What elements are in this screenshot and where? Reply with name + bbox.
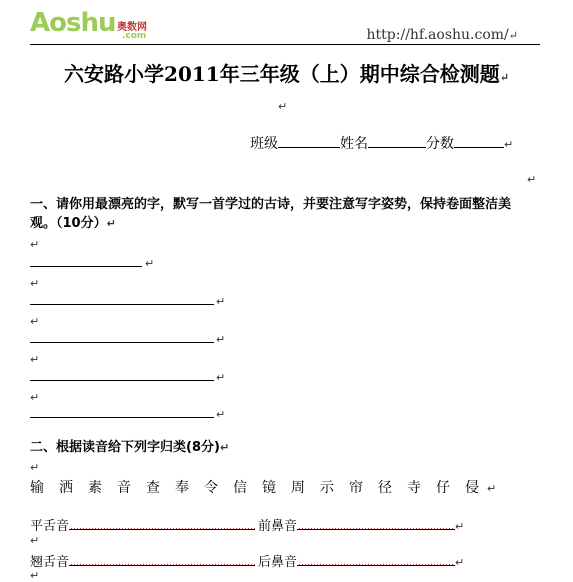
para-mark: ↵ xyxy=(504,138,514,151)
logo-com: .com xyxy=(122,31,147,41)
char-item: 示 xyxy=(320,480,334,496)
para-mark: ↵ xyxy=(455,520,465,533)
answer-blank-qiaoshe[interactable] xyxy=(69,553,255,566)
class-label: 班级 xyxy=(250,136,278,152)
char-item: 洒 xyxy=(59,480,73,496)
para-mark: ↵ xyxy=(30,569,40,582)
para-mark: ↵ xyxy=(216,295,226,308)
char-item: 查 xyxy=(146,480,160,496)
char-item: 径 xyxy=(378,480,392,496)
score-blank[interactable] xyxy=(454,135,504,148)
para-mark: ↵ xyxy=(145,257,155,270)
aoshu-logo xyxy=(30,8,150,44)
logo-cn: 奥数网 xyxy=(117,22,147,33)
section2-heading-text: 二、根据读音给下列字归类(8分) xyxy=(30,440,220,455)
para-mark: ↵ xyxy=(219,441,230,454)
char-item: 输 xyxy=(30,480,44,496)
name-label: 姓名 xyxy=(340,136,368,152)
poem-line-4[interactable] xyxy=(30,417,214,418)
section1-heading-text: 一、请你用最漂亮的字，默写一首学过的古诗，并要注意写字姿势，保持卷面整洁美观。（10分） xyxy=(30,197,512,231)
class-blank[interactable] xyxy=(278,135,340,148)
category-label: 翘舌音 xyxy=(30,555,70,570)
header-url[interactable] xyxy=(367,27,518,43)
para-mark: ↵ xyxy=(30,277,40,290)
header-rule xyxy=(30,44,540,45)
para-mark: ↵ xyxy=(508,29,518,42)
category-label: 前鼻音 xyxy=(258,519,298,534)
page-title xyxy=(0,58,573,87)
char-item: 周 xyxy=(291,480,305,496)
char-item: 奉 xyxy=(175,480,189,496)
char-item: 侵 xyxy=(465,480,479,496)
score-label: 分数 xyxy=(426,136,454,152)
answer-row-1 xyxy=(30,515,255,534)
poem-line-2[interactable] xyxy=(30,342,214,343)
para-mark: ↵ xyxy=(487,482,497,495)
para-mark: ↵ xyxy=(278,100,288,113)
answer-blank-qianbi[interactable] xyxy=(297,517,455,530)
name-blank[interactable] xyxy=(368,135,426,148)
char-item: 信 xyxy=(233,480,247,496)
para-mark: ↵ xyxy=(30,353,40,366)
section1-heading xyxy=(30,195,530,233)
para-mark: ↵ xyxy=(106,217,116,230)
char-item: 音 xyxy=(117,480,131,496)
answer-blank-pingshe[interactable] xyxy=(69,517,255,530)
para-mark: ↵ xyxy=(30,315,40,328)
char-item: 令 xyxy=(204,480,218,496)
char-item: 仔 xyxy=(436,480,450,496)
category-label: 平舌音 xyxy=(30,519,70,534)
char-item: 寺 xyxy=(407,480,421,496)
para-mark: ↵ xyxy=(30,534,40,547)
para-mark: ↵ xyxy=(499,71,509,84)
para-mark: ↵ xyxy=(216,408,226,421)
answer-blank-houbi[interactable] xyxy=(297,553,455,566)
logo-text: Aoshu xyxy=(30,8,116,38)
character-list xyxy=(30,477,516,497)
char-item: 素 xyxy=(88,480,102,496)
section2-heading xyxy=(30,438,229,457)
para-mark: ↵ xyxy=(455,556,465,569)
para-mark: ↵ xyxy=(216,371,226,384)
poem-line-1[interactable] xyxy=(30,304,214,305)
header-url-text[interactable]: http://hf.aoshu.com/ xyxy=(366,27,509,43)
para-mark: ↵ xyxy=(30,238,40,251)
poem-title-line[interactable] xyxy=(30,266,142,267)
char-item: 帘 xyxy=(349,480,363,496)
category-label: 后鼻音 xyxy=(258,555,298,570)
para-mark: ↵ xyxy=(527,173,537,186)
char-item: 镜 xyxy=(262,480,276,496)
para-mark: ↵ xyxy=(216,333,226,346)
answer-row-2b xyxy=(258,551,464,570)
title-text: 六安路小学2011年三年级（上）期中综合检测题 xyxy=(64,62,500,86)
student-info-line xyxy=(250,133,513,153)
answer-row-2 xyxy=(30,551,255,570)
answer-row-1b xyxy=(258,515,464,534)
para-mark: ↵ xyxy=(30,391,40,404)
poem-line-3[interactable] xyxy=(30,380,214,381)
para-mark: ↵ xyxy=(30,461,40,474)
